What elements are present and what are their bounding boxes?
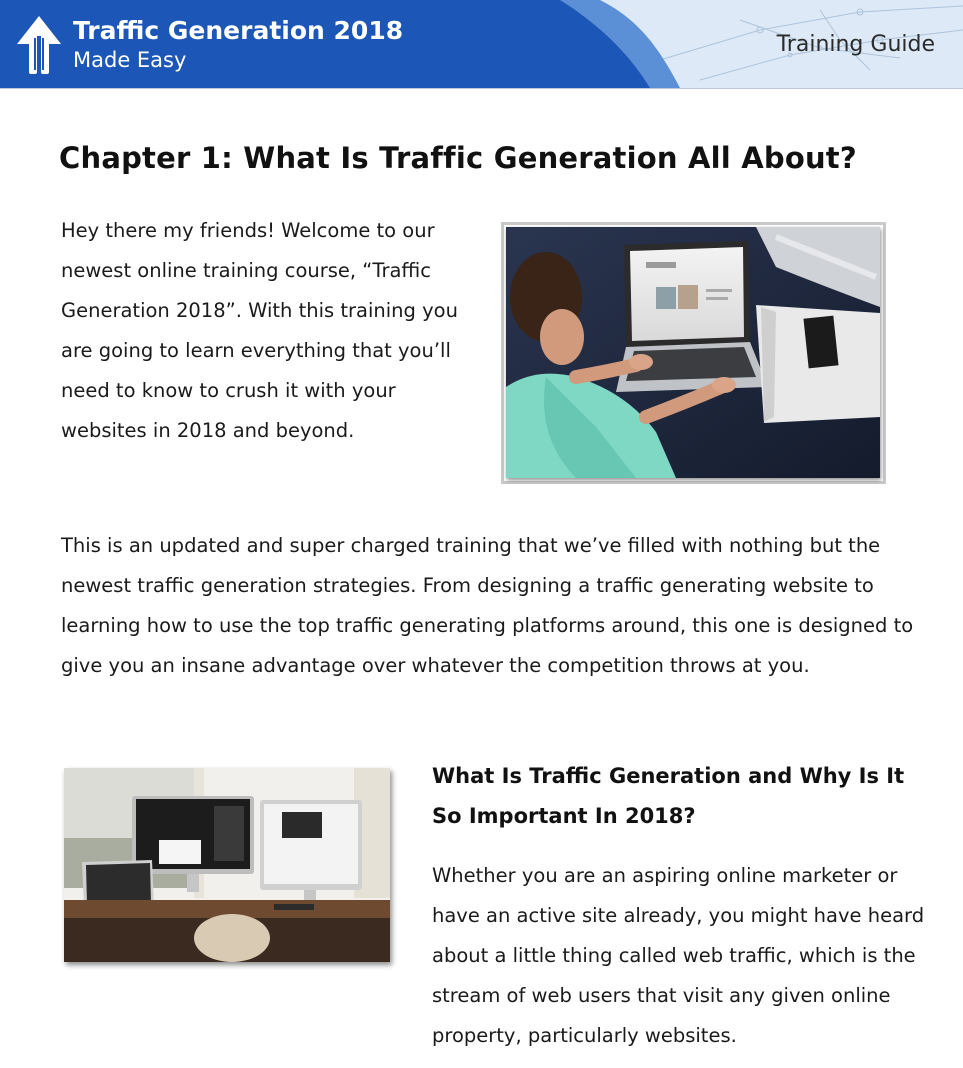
desk-with-monitors-photo [64,768,390,962]
section-heading: What Is Traffic Generation and Why Is It So Important In 2018? [432,764,905,828]
laptop-photo-illustration [506,227,880,478]
training-guide-label: Training Guide [776,32,935,57]
header-title: Traffic Generation 2018 [73,16,404,45]
intro-paragraph: Hey there my friends! Welcome to our newest online training course, “Traffic Generation 2018”. With this training you are going to learn everything that you’ll need to know to crush it with your websites in 2018 and beyond. [61,219,458,442]
page-header [0,0,963,88]
desk-photo-illustration [64,768,390,962]
header-divider [0,88,963,89]
chapter-title: Chapter 1: What Is Traffic Generation All About? [59,141,857,175]
woman-using-laptop-photo [501,222,886,484]
header-subtitle: Made Easy [73,48,187,72]
section-paragraph: Whether you are an aspiring online marketer or have an active site already, you might have heard about a little thing called web traffic, which is the stream of web users that visit any given online property, particularly websites. [432,864,925,1047]
upload-arrow-icon [14,14,64,76]
second-paragraph: This is an updated and super charged training that we’ve filled with nothing but the newest traffic generation strategies. From designing a traffic generating website to learning how to use the top traffic generating platforms around, this one is designed to give you an insane advantage over whatever the competition throws at you. [61,534,914,677]
